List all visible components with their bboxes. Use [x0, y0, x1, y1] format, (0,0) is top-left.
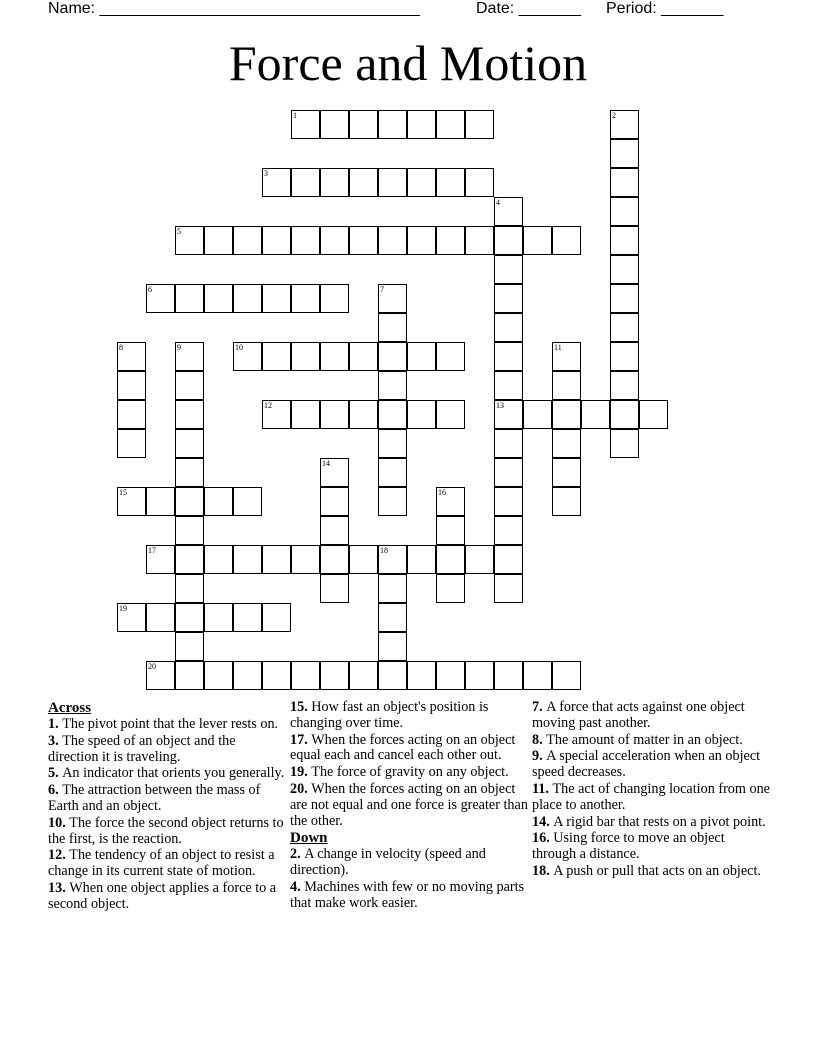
clue-number: 2: [612, 111, 616, 120]
grid-cell[interactable]: [378, 487, 407, 516]
clue-number: 7: [380, 285, 384, 294]
grid-cell[interactable]: [494, 400, 523, 429]
clue-text: How fast an object's position is changing over time.: [290, 699, 489, 731]
grid-cell[interactable]: [465, 226, 494, 255]
grid-cell[interactable]: [262, 545, 291, 574]
grid-cell[interactable]: [349, 545, 378, 574]
grid-cell[interactable]: [175, 429, 204, 458]
grid-cell[interactable]: [291, 342, 320, 371]
down-clue-9: 9. A special acceleration when an object speed decreases.: [532, 748, 761, 781]
across-clue-17: 17. When the forces acting on an object equal each and cancel each other out.: [290, 731, 516, 764]
grid-cell[interactable]: [465, 545, 494, 574]
grid-cell[interactable]: [291, 284, 320, 313]
grid-cell[interactable]: [291, 661, 320, 690]
clue-text: An indicator that orients you generally.: [62, 765, 285, 782]
grid-cell[interactable]: [262, 226, 291, 255]
clue-text: Machines with few or no moving parts that make work easier.: [290, 878, 525, 911]
across-clue-12: 12. The tendency of an object to resist a change in its current state of motion.: [48, 847, 275, 880]
across-clue-15: 15. How fast an object's position is changing over time.: [290, 699, 489, 731]
grid-cell[interactable]: [610, 313, 639, 342]
clue-text: A force that acts against one object moving past another.: [532, 699, 745, 731]
grid-cell[interactable]: [436, 400, 465, 429]
grid-cell[interactable]: [175, 400, 204, 429]
clue-number-label: 11: [532, 780, 546, 797]
grid-cell[interactable]: [465, 110, 494, 139]
grid-cell[interactable]: [146, 603, 175, 632]
grid-cell[interactable]: [378, 545, 407, 574]
grid-cell[interactable]: [320, 661, 349, 690]
grid-cell[interactable]: [204, 603, 233, 632]
clue-text: A change in velocity (speed and direction).: [290, 846, 486, 879]
grid-cell[interactable]: [320, 226, 349, 255]
grid-cell[interactable]: [146, 661, 175, 690]
clue-number: 12: [264, 401, 272, 410]
grid-cell[interactable]: [552, 661, 581, 690]
grid-cell[interactable]: [465, 168, 494, 197]
grid-cell[interactable]: [349, 226, 378, 255]
clue-number-label: 1: [48, 716, 56, 732]
grid-cell[interactable]: [320, 110, 349, 139]
clue-text: The attraction between the mass of Earth and an object.: [48, 782, 261, 814]
grid-cell[interactable]: [175, 342, 204, 371]
down-clue-2: 2. A change in velocity (speed and direction).: [290, 846, 486, 879]
grid-cell[interactable]: [407, 661, 436, 690]
grid-cell[interactable]: [320, 284, 349, 313]
across-heading: Across: [48, 700, 92, 716]
grid-cell[interactable]: [175, 371, 204, 400]
across-clue-3: 3. The speed of an object and the direction it is traveling.: [48, 732, 236, 765]
clue-number: 15: [119, 488, 127, 497]
across-clue-list-part-1: [48, 717, 288, 913]
grid-cell[interactable]: [291, 226, 320, 255]
grid-cell[interactable]: [146, 545, 175, 574]
grid-cell[interactable]: [117, 429, 146, 458]
clue-number-label: 7: [532, 699, 540, 715]
grid-cell[interactable]: [204, 661, 233, 690]
clue-number: 13: [496, 401, 504, 410]
grid-cell[interactable]: [262, 603, 291, 632]
grid-cell[interactable]: [494, 197, 523, 226]
grid-cell[interactable]: [610, 429, 639, 458]
grid-cell[interactable]: [175, 487, 204, 516]
page-title: Force and Motion: [228, 35, 588, 91]
clue-text: When the forces acting on an object equal each and cancel each other out.: [290, 731, 516, 764]
clue-text: Using force to move an object through a distance.: [532, 830, 725, 863]
clue-number-label: 12: [48, 847, 63, 864]
grid-cell[interactable]: [610, 371, 639, 400]
grid-cell[interactable]: [407, 168, 436, 197]
grid-cell[interactable]: [117, 371, 146, 400]
grid-cell[interactable]: [291, 400, 320, 429]
grid-cell[interactable]: [407, 400, 436, 429]
grid-cell[interactable]: [494, 226, 523, 255]
grid-cell[interactable]: [465, 661, 494, 690]
clue-number: 19: [119, 604, 127, 613]
clue-number: 20: [148, 662, 156, 671]
clue-number-label: 9: [532, 748, 540, 765]
grid-cell[interactable]: [610, 168, 639, 197]
clue-number: 16: [438, 488, 446, 497]
grid-cell[interactable]: [494, 661, 523, 690]
grid-cell[interactable]: [378, 661, 407, 690]
across-clue-5: 5. An indicator that orients you generally.: [48, 765, 285, 782]
grid-cell[interactable]: [436, 545, 465, 574]
grid-cell[interactable]: [233, 603, 262, 632]
grid-cell[interactable]: [552, 226, 581, 255]
grid-cell[interactable]: [494, 458, 523, 487]
down-clue-7: 7. A force that acts against one object moving past another.: [532, 699, 745, 731]
clue-text: When the forces acting on an object are not equal and one force is greater than the other.: [290, 780, 528, 829]
grid-cell[interactable]: [523, 400, 552, 429]
clue-text: A special acceleration when an object speed decreases.: [532, 748, 761, 781]
across-clue-1: 1. The pivot point that the lever rests on.: [48, 716, 279, 732]
name-field[interactable]: Name: ____________________________________: [48, 0, 420, 17]
grid-cell[interactable]: [436, 487, 465, 516]
clue-number: 10: [235, 343, 243, 352]
grid-cell[interactable]: [378, 284, 407, 313]
clue-number-label: 20: [290, 780, 305, 797]
across-clue-20: 20. When the forces acting on an object are not equal and one force is greater than the other.: [290, 780, 528, 829]
down-clue-list-part-1: [290, 847, 530, 911]
grid-cell[interactable]: [349, 168, 378, 197]
grid-cell[interactable]: [233, 226, 262, 255]
clue-text: The amount of matter in an object.: [546, 731, 743, 748]
clue-number: 4: [496, 198, 500, 207]
clue-number-label: 18: [532, 862, 547, 879]
grid-cell[interactable]: [523, 661, 552, 690]
down-clue-11: 11. The act of changing location from one place to another.: [532, 780, 770, 813]
clue-text: The pivot point that the lever rests on.: [62, 716, 279, 732]
grid-cell[interactable]: [117, 603, 146, 632]
clue-text: The speed of an object and the direction it is traveling.: [48, 732, 236, 765]
grid-cell[interactable]: [407, 226, 436, 255]
grid-cell[interactable]: [523, 226, 552, 255]
grid-cell[interactable]: [407, 342, 436, 371]
grid-cell[interactable]: [320, 342, 349, 371]
down-clue-14: 14. A rigid bar that rests on a pivot point.: [532, 813, 766, 830]
down-clue-list-part-2: [532, 700, 772, 880]
grid-cell[interactable]: [175, 545, 204, 574]
grid-cell[interactable]: [494, 574, 523, 603]
clue-number-label: 8: [532, 731, 540, 748]
grid-cell[interactable]: [262, 661, 291, 690]
clue-number: 1: [293, 111, 297, 120]
grid-cell[interactable]: [262, 284, 291, 313]
grid-cell[interactable]: [581, 400, 610, 429]
grid-cell[interactable]: [610, 284, 639, 313]
clue-number: 6: [148, 285, 152, 294]
grid-cell[interactable]: [378, 603, 407, 632]
grid-cell[interactable]: [291, 168, 320, 197]
grid-cell[interactable]: [436, 226, 465, 255]
clues-column-2: [290, 700, 530, 913]
clue-number: 18: [380, 546, 388, 555]
grid-cell[interactable]: [494, 487, 523, 516]
grid-cell[interactable]: [610, 255, 639, 284]
grid-cell[interactable]: [291, 110, 320, 139]
grid-cell[interactable]: [175, 632, 204, 661]
clue-number: 14: [322, 459, 330, 468]
clue-number: 11: [554, 343, 562, 352]
grid-cell[interactable]: [494, 429, 523, 458]
grid-cell[interactable]: [349, 342, 378, 371]
grid-cell[interactable]: [262, 400, 291, 429]
down-heading: Down: [290, 830, 328, 847]
grid-cell[interactable]: [204, 284, 233, 313]
across-clue-list-part-2: [290, 700, 530, 829]
grid-cell[interactable]: [378, 226, 407, 255]
grid-cell[interactable]: [436, 574, 465, 603]
grid-cell[interactable]: [262, 168, 291, 197]
grid-cell[interactable]: [204, 487, 233, 516]
grid-cell[interactable]: [320, 168, 349, 197]
grid-cell[interactable]: [378, 168, 407, 197]
across-clue-19: 19. The force of gravity on any object.: [290, 764, 509, 781]
clue-number: 9: [177, 343, 181, 352]
clue-number-label: 14: [532, 813, 547, 830]
grid-cell[interactable]: [320, 458, 349, 487]
clue-number-label: 5: [48, 765, 56, 782]
clue-number: 3: [264, 169, 268, 178]
clue-number-label: 2: [290, 846, 298, 863]
date-field[interactable]: Date: _______: [476, 0, 581, 17]
grid-cell[interactable]: [378, 574, 407, 603]
grid-cell[interactable]: [175, 603, 204, 632]
clue-text: The act of changing location from one place to another.: [532, 780, 770, 813]
grid-cell[interactable]: [378, 400, 407, 429]
grid-cell[interactable]: [175, 574, 204, 603]
across-clue-10: 10. The force the second object returns to the first, is the reaction.: [48, 814, 284, 847]
grid-cell[interactable]: [233, 487, 262, 516]
across-clue-6: 6. The attraction between the mass of Earth and an object.: [48, 782, 261, 814]
grid-cell[interactable]: [320, 574, 349, 603]
grid-cell[interactable]: [175, 226, 204, 255]
clues-column-3: [532, 700, 772, 881]
grid-cell[interactable]: [494, 284, 523, 313]
grid-cell[interactable]: [407, 110, 436, 139]
grid-cell[interactable]: [610, 342, 639, 371]
grid-cell[interactable]: [552, 429, 581, 458]
grid-cell[interactable]: [494, 545, 523, 574]
grid-cell[interactable]: [436, 110, 465, 139]
clue-number-label: 19: [290, 764, 305, 781]
clue-text: A push or pull that acts on an object.: [553, 862, 761, 879]
grid-cell[interactable]: [610, 400, 639, 429]
clue-text: A rigid bar that rests on a pivot point.: [553, 813, 766, 830]
grid-cell[interactable]: [320, 400, 349, 429]
grid-cell[interactable]: [494, 516, 523, 545]
grid-cell[interactable]: [436, 516, 465, 545]
clue-number-label: 10: [48, 814, 63, 831]
period-field[interactable]: Period: _______: [606, 0, 724, 17]
grid-cell[interactable]: [175, 661, 204, 690]
clue-number: 17: [148, 546, 156, 555]
grid-cell[interactable]: [233, 284, 262, 313]
grid-cell[interactable]: [175, 516, 204, 545]
clue-text: The force of gravity on any object.: [311, 764, 509, 781]
down-clue-18: 18. A push or pull that acts on an object.: [532, 862, 761, 879]
grid-cell[interactable]: [233, 342, 262, 371]
grid-cell[interactable]: [436, 661, 465, 690]
grid-cell[interactable]: [552, 458, 581, 487]
grid-cell[interactable]: [378, 110, 407, 139]
grid-cell[interactable]: [378, 429, 407, 458]
clue-number-label: 16: [532, 830, 547, 847]
down-clue-4: 4. Machines with few or no moving parts that make work easier.: [290, 878, 525, 911]
grid-cell[interactable]: [552, 371, 581, 400]
grid-cell[interactable]: [610, 197, 639, 226]
grid-cell[interactable]: [378, 458, 407, 487]
grid-cell[interactable]: [378, 313, 407, 342]
clue-text: When one object applies a force to a second object.: [48, 879, 277, 912]
grid-cell[interactable]: [494, 255, 523, 284]
clue-number-label: 15: [290, 699, 305, 715]
clue-number-label: 3: [48, 732, 56, 749]
grid-cell[interactable]: [320, 516, 349, 545]
grid-cell[interactable]: [233, 661, 262, 690]
across-clue-13: 13. When one object applies a force to a second object.: [48, 879, 277, 912]
grid-cell[interactable]: [610, 226, 639, 255]
down-clue-16: 16. Using force to move an object through a distance.: [532, 830, 725, 863]
clues-column-1: [48, 700, 288, 914]
grid-cell[interactable]: [175, 458, 204, 487]
clue-text: The tendency of an object to resist a change in its current state of motion.: [48, 847, 275, 880]
grid-cell[interactable]: [552, 400, 581, 429]
grid-cell[interactable]: [320, 545, 349, 574]
grid-cell[interactable]: [407, 545, 436, 574]
clue-number-label: 6: [48, 782, 56, 799]
grid-cell[interactable]: [639, 400, 668, 429]
grid-cell[interactable]: [378, 371, 407, 400]
grid-cell[interactable]: [552, 342, 581, 371]
grid-cell[interactable]: [291, 545, 320, 574]
grid-cell[interactable]: [494, 342, 523, 371]
grid-cell[interactable]: [146, 487, 175, 516]
grid-cell[interactable]: [262, 342, 291, 371]
grid-cell[interactable]: [378, 342, 407, 371]
grid-cell[interactable]: [117, 342, 146, 371]
clue-text: The force the second object returns to the first, is the reaction.: [48, 814, 284, 847]
clue-number-label: 13: [48, 879, 63, 896]
grid-cell[interactable]: [610, 110, 639, 139]
grid-cell[interactable]: [552, 487, 581, 516]
grid-cell[interactable]: [349, 110, 378, 139]
grid-cell[interactable]: [146, 284, 175, 313]
grid-cell[interactable]: [349, 661, 378, 690]
grid-cell[interactable]: [320, 487, 349, 516]
grid-cell[interactable]: [436, 342, 465, 371]
grid-cell[interactable]: [204, 226, 233, 255]
grid-cell[interactable]: [494, 313, 523, 342]
clue-number: 8: [119, 343, 123, 352]
grid-cell[interactable]: [378, 632, 407, 661]
clue-number: 5: [177, 227, 181, 236]
clue-number-label: 17: [290, 731, 305, 748]
grid-cell[interactable]: [204, 545, 233, 574]
clue-number-label: 4: [290, 878, 298, 895]
grid-cell[interactable]: [610, 139, 639, 168]
grid-cell[interactable]: [117, 487, 146, 516]
grid-cell[interactable]: [436, 168, 465, 197]
grid-cell[interactable]: [494, 371, 523, 400]
grid-cell[interactable]: [175, 284, 204, 313]
grid-cell[interactable]: [349, 400, 378, 429]
grid-cell[interactable]: [117, 400, 146, 429]
down-clue-8: 8. The amount of matter in an object.: [532, 731, 743, 748]
grid-cell[interactable]: [233, 545, 262, 574]
